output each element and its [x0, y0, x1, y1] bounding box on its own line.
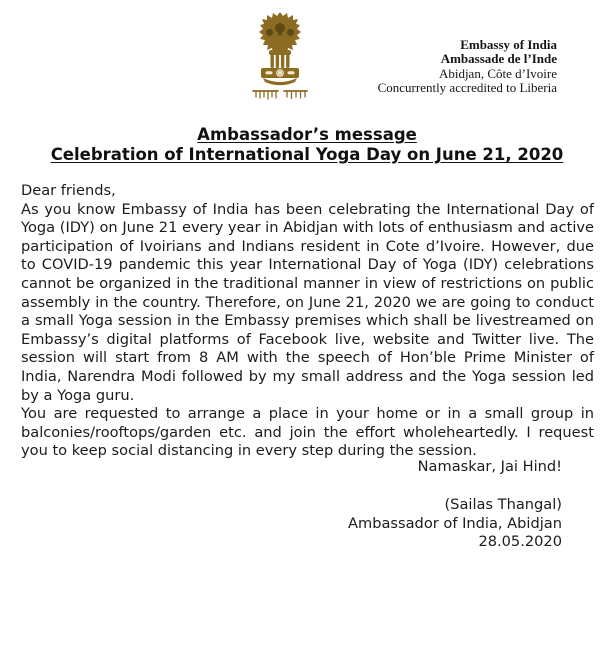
signatory-name: (Sailas Thangal): [444, 496, 562, 513]
emblem-of-india-icon: [250, 12, 310, 104]
letterhead-line-accreditation: Concurrently accredited to Liberia: [377, 79, 557, 95]
letter-body: [21, 182, 594, 461]
closing-salutation: Namaskar, Jai Hind!: [417, 458, 562, 475]
body-paragraph-2: You are requested to arrange a place in your home or in a small group in balconies/rooftops/garden etc. and join the effort wholeheartedly. I request you to keep social distancing in every step during the session.: [21, 405, 594, 460]
letterhead-line-city: Abidjan, Côte d’Ivoire: [438, 65, 557, 81]
letter-title: [0, 125, 614, 165]
letterhead-address: [378, 38, 557, 95]
letterhead-line-embassy-en: Embassy of India: [460, 37, 557, 52]
signatory-title: Ambassador of India, Abidjan: [348, 514, 562, 532]
title-line-1: Ambassador’s message: [197, 125, 417, 144]
signature-block: [348, 496, 562, 552]
letterhead-line-embassy-fr: Ambassade de l’Inde: [440, 51, 557, 67]
salutation: Dear friends,: [21, 182, 116, 199]
body-paragraph-1: As you know Embassy of India has been celebrating the International Day of Yoga (IDY) on June 21 every year in Abidjan with lots of enthusiasm and active participation of Ivoirians and Indians resident in Cote d’Ivoire. However, due to COVID-19 pandemic this year International Day of Yoga (IDY) celebrations cannot be organized in the traditional manner in view of restrictions on public assembly in the country. Therefore, on June 21, 2020 we are going to conduct a small Yoga session in the Embassy premises which shall be livestreamed on Embassy’s digital platforms of Facebook live, website and Twitter live. The session will start from 8 AM with the speech of Hon’ble Prime Minister of India, Narendra Modi followed by my small address and the Yoga session led by a Yoga guru.: [21, 200, 594, 404]
title-line-2: Celebration of International Yoga Day on June 21, 2020: [50, 145, 564, 164]
signature-date: 28.05.2020: [478, 533, 562, 551]
